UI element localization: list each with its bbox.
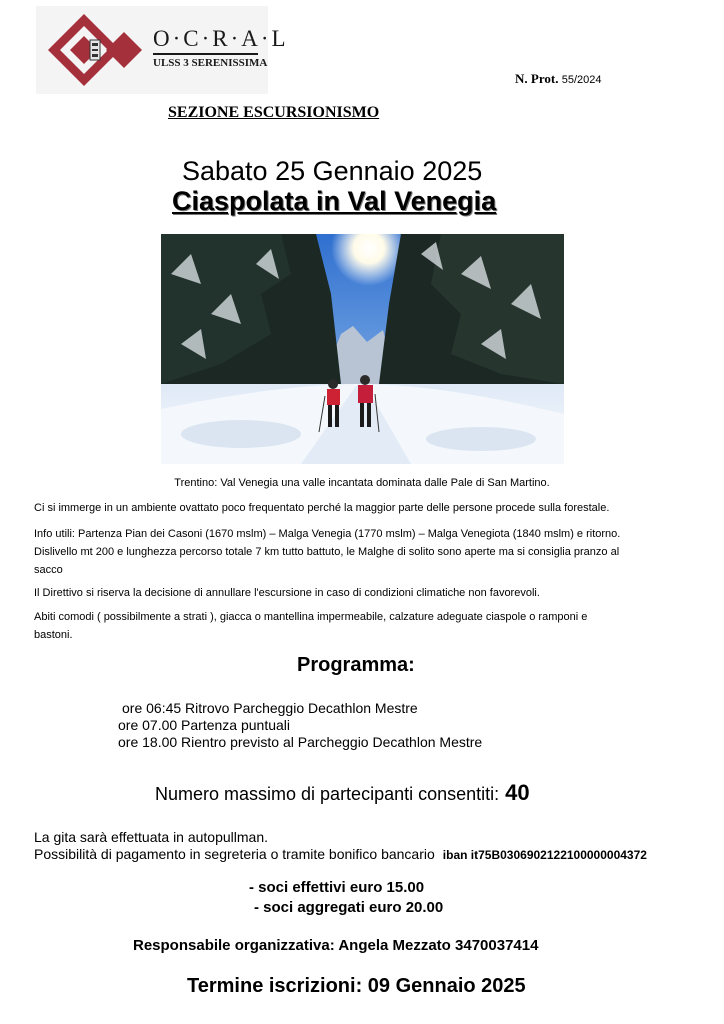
- fee-associates: - soci aggregati euro 20.00: [254, 899, 444, 916]
- organizer-contact: Responsabile organizzativa: Angela Mezzato 3470037414: [133, 937, 539, 954]
- payment-text: Possibilità di pagamento in segreteria o tramite bonifico bancario: [34, 846, 435, 862]
- registration-deadline: Termine iscrizioni: 09 Gennaio 2025: [187, 975, 526, 997]
- protocol-number: [515, 71, 601, 87]
- fee-members: - soci effettivi euro 15.00: [249, 879, 425, 896]
- section-heading: SEZIONE ESCURSIONISMO: [168, 104, 380, 121]
- logo-divider: [153, 53, 258, 55]
- paragraph-disclaimer: Il Direttivo si riserva la decisione di annullare l'escursione in caso di condizioni climatiche non favorevoli.: [34, 587, 540, 599]
- program-heading: Programma:: [297, 654, 415, 676]
- event-title: Ciaspolata in Val Venegia: [172, 186, 497, 216]
- program-item: ore 06:45 Ritrovo Parcheggio Decathlon Mestre: [122, 700, 418, 716]
- max-participants-label: Numero massimo di partecipanti consentiti:: [155, 784, 500, 804]
- prot-value: 55/2024: [561, 74, 602, 86]
- info-line-1: Info utili: Partenza Pian dei Casoni (1670 mslm) – Malga Venegia (1770 mslm) – Malga Venegiota (1840 mslm) e ritorno.: [34, 528, 621, 540]
- paragraph-equipment: [34, 608, 694, 644]
- equipment-line-1: Abiti comodi ( possibilmente a strati ), giacca o mantellina impermeabile, calzature adeguate ciaspole o ramponi e: [34, 611, 588, 623]
- iban: iban it75B0306902122100000004372: [442, 848, 647, 862]
- info-line-2: Dislivello mt 200 e lunghezza percorso totale 7 km tutto battuto, le Malghe di solito sono aperte ma si consiglia pranzo al: [34, 546, 620, 558]
- payment-note: [34, 846, 647, 862]
- max-participants-value: 40: [505, 780, 530, 805]
- program-item: ore 18.00 Rientro previsto al Parcheggio Decathlon Mestre: [118, 734, 483, 750]
- paragraph-intro: Ci si immerge in un ambiente ovattato poco frequentato perché la maggior parte delle persone procede sulla forestale.: [34, 502, 610, 514]
- photo-caption: Trentino: Val Venegia una valle incantata dominata dalle Pale di San Martino.: [174, 477, 550, 489]
- logo-subtitle: ULSS 3 SERENISSIMA: [153, 57, 268, 69]
- paragraph-info: [34, 525, 694, 579]
- max-participants: [155, 780, 530, 806]
- info-line-3: sacco: [34, 564, 63, 576]
- event-date: Sabato 25 Gennaio 2025: [182, 156, 483, 186]
- equipment-line-2: bastoni.: [34, 629, 73, 641]
- logo-title: O·C·R·A·L: [153, 26, 289, 51]
- snow-landscape-photo: [161, 234, 564, 464]
- prot-label: N. Prot.: [515, 71, 559, 86]
- transport-note: La gita sarà effettuata in autopullman.: [34, 829, 269, 845]
- program-item: ore 07.00 Partenza puntuali: [118, 717, 291, 733]
